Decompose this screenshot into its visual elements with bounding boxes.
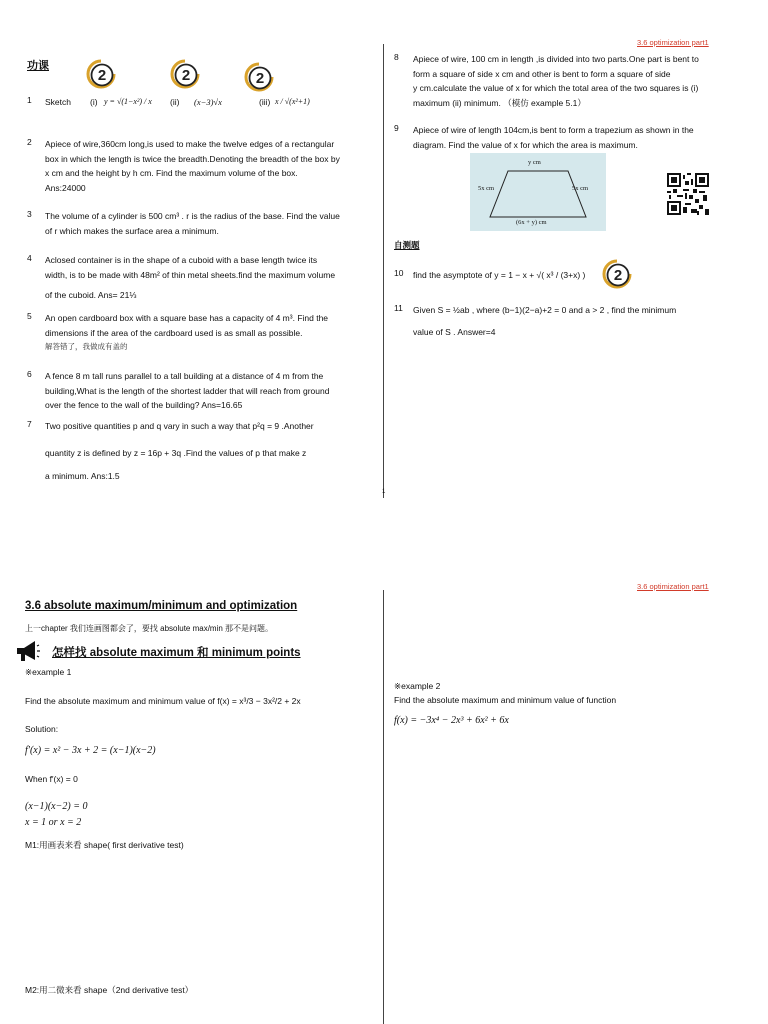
example-2-text: Find the absolute maximum and minimum value of function bbox=[394, 695, 617, 705]
method-2: M2:用二微来看 shape（2nd derivative test） bbox=[25, 985, 194, 995]
svg-text:2: 2 bbox=[255, 70, 265, 87]
q4-text: Aclosed container is in the shape of a cuboid with a base length twice its width, is to be made with 48m² of thin metal sheets.find the maximum volume of the cuboid. Ans= 21⅓ bbox=[45, 255, 336, 300]
question-number: 8 bbox=[394, 52, 399, 62]
page-header: 3.6 optimization part1 bbox=[637, 582, 709, 591]
q7-line2: quantity z is defined by z = 16p + 3q .Find the values of p that make z bbox=[45, 448, 307, 458]
intro-text: 上一chapter 我们连画图都会了，要找 absolute max/min 那不是问题。 bbox=[25, 624, 274, 633]
roots-expr: x = 1 or x = 2 bbox=[25, 817, 82, 828]
level-2-badge-icon bbox=[86, 59, 116, 89]
q1-part-i: (i) bbox=[90, 97, 98, 107]
diagram-label-bottom: (6x + y) cm bbox=[516, 219, 547, 226]
column-divider bbox=[383, 44, 384, 498]
q2-text: Apiece of wire,360cm long,is used to make the twelve edges of a rectangular box in which the length is twice the breadth.Denoting the breadth of the box by x cm and the height by h cm. Find the maximum volume of the box. Ans:24000 bbox=[45, 137, 380, 195]
q9-text: Apiece of wire of length 104cm,is bent to form a trapezium as shown in the diagram. Find the value of x for which the area is maximum. bbox=[413, 125, 694, 150]
q7-line3: a minimum. Ans:1.5 bbox=[45, 471, 120, 481]
factored-expr: (x−1)(x−2) = 0 bbox=[25, 801, 88, 812]
q1-label: Sketch bbox=[45, 97, 71, 107]
diagram-label-right: 5x cm bbox=[572, 185, 589, 192]
megaphone-icon bbox=[14, 638, 40, 664]
level-2-badge-icon bbox=[244, 62, 274, 92]
question-number: 4 bbox=[27, 253, 32, 263]
example-2-function: f(x) = −3x⁴ − 2x³ + 6x² + 6x bbox=[394, 715, 509, 726]
section-subtitle: 怎样找 absolute maximum 和 minimum points bbox=[52, 647, 301, 659]
page-header: 3.6 optimization part1 bbox=[637, 38, 709, 47]
question-number: 3 bbox=[27, 209, 32, 219]
q11-line2: value of S . Answer=4 bbox=[413, 327, 496, 337]
q5-text: An open cardboard box with a square base has a capacity of 4 m³. Find the dimensions if the area of the cardboard used is as small as possible. 解答错了，我做成有盖的 bbox=[45, 311, 380, 355]
question-number: 7 bbox=[27, 419, 32, 429]
diagram-label-left: 5x cm bbox=[478, 185, 495, 192]
level-2-badge-icon bbox=[170, 59, 200, 89]
q1-expr-ii: (x−3)√x bbox=[194, 97, 222, 107]
q1-part-iii: (iii) bbox=[259, 97, 271, 107]
q1-part-ii: (ii) bbox=[170, 97, 180, 107]
q1-expr-iii: x / √(x²+1) bbox=[275, 97, 310, 106]
q11-line1: Given S = ½ab , where (b−1)(2−a)+2 = 0 and a > 2 , find the minimum bbox=[413, 305, 677, 315]
svg-text:2: 2 bbox=[97, 67, 107, 84]
qr-code-icon[interactable] bbox=[667, 173, 709, 215]
q8-text: Apiece of wire, 100 cm in length ,is divided into two parts.One part is bent to form a square of side x cm and other is bent to form a square of side y cm.calculate the value of x for which the total area of the two squares is (i) maximum (ii) minimum. （模仿 example 5.1） bbox=[413, 54, 699, 108]
q5-note: 解答错了，我做成有盖的 bbox=[45, 342, 128, 351]
question-number: 10 bbox=[394, 268, 404, 278]
question-number: 11 bbox=[394, 303, 403, 313]
q2-answer: Ans:24000 bbox=[45, 182, 86, 193]
example-2-label: ※example 2 bbox=[394, 681, 441, 691]
question-number: 1 bbox=[27, 95, 32, 105]
q7-line1: Two positive quantities p and q vary in such a way that p²q = 9 .Another bbox=[45, 421, 314, 431]
q10-text: find the asymptote of y = 1 − x + √( x³ / (3+x) ) bbox=[413, 270, 586, 280]
derivative-expr: f′(x) = x² − 3x + 2 = (x−1)(x−2) bbox=[25, 745, 156, 756]
selftest-title: 自测题 bbox=[394, 240, 420, 250]
level-2-badge-icon bbox=[602, 259, 632, 289]
question-number: 6 bbox=[27, 369, 32, 379]
svg-text:2: 2 bbox=[613, 267, 623, 284]
example-1-text: Find the absolute maximum and minimum value of f(x) = x³/3 − 3x²/2 + 2x bbox=[25, 696, 301, 706]
q1-expr-i: y = √(1−x²) / x bbox=[104, 97, 152, 106]
question-number: 5 bbox=[27, 311, 32, 321]
example-1-label: ※example 1 bbox=[25, 667, 72, 677]
diagram-label-top: y cm bbox=[528, 159, 541, 166]
page-number: 1 bbox=[382, 489, 386, 495]
homework-title: 功课 bbox=[27, 60, 49, 72]
q3-text: The volume of a cylinder is 500 cm³ . r is the radius of the base. Find the value of r which makes the surface area a minimum. bbox=[45, 211, 340, 236]
section-title: 3.6 absolute maximum/minimum and optimization bbox=[25, 600, 298, 612]
method-1: M1:用画表来看 shape( first derivative test) bbox=[25, 840, 184, 850]
q6-text: A fence 8 m tall runs parallel to a tall building at a distance of 4 m from the building,What is the length of the shortest ladder that will reach from ground over the fence to the wall of the building? Ans=16.65 bbox=[45, 371, 330, 410]
question-number: 9 bbox=[394, 123, 399, 133]
solution-label: Solution: bbox=[25, 724, 59, 734]
trapezium-diagram bbox=[470, 153, 606, 231]
question-number: 2 bbox=[27, 137, 32, 147]
svg-text:2: 2 bbox=[181, 67, 191, 84]
column-divider bbox=[383, 590, 384, 1024]
when-condition: When f′(x) = 0 bbox=[25, 774, 78, 784]
